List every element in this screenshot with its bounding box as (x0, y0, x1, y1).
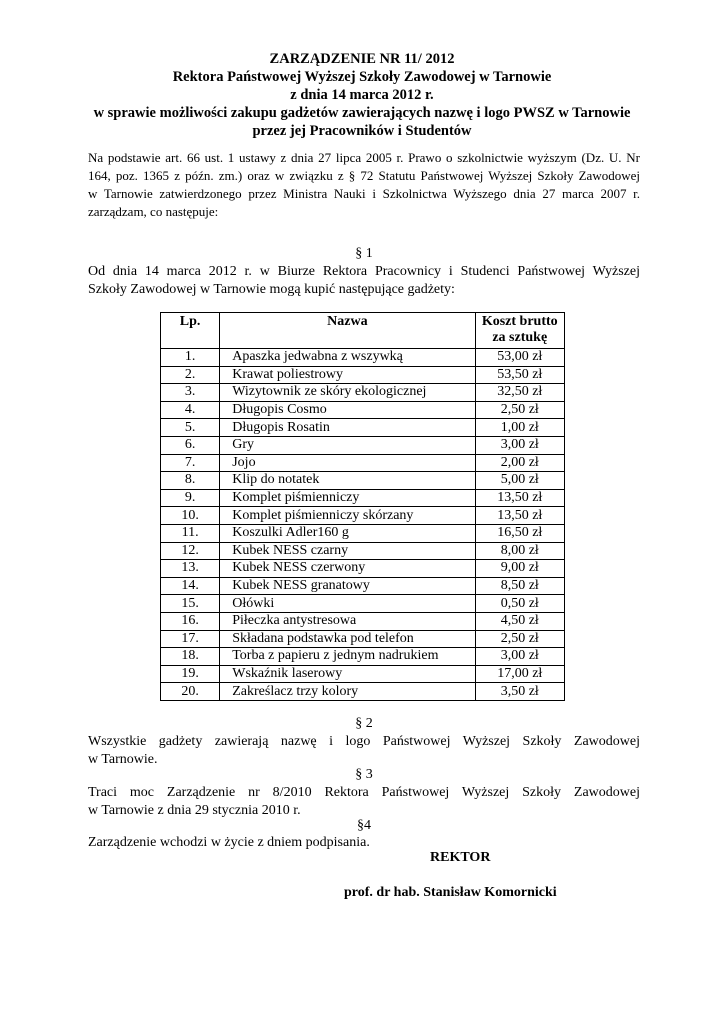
row-price: 3,00 zł (475, 436, 565, 454)
row-name: Torba z papieru z jednym nadrukiem (220, 648, 475, 666)
row-price: 3,00 zł (475, 648, 565, 666)
row-name: Apaszka jedwabna z wszywką (220, 349, 475, 367)
decree-subject-continued: przez jej Pracowników i Studentów (252, 123, 472, 139)
table-row (161, 436, 565, 454)
row-price: 17,00 zł (475, 665, 565, 683)
row-lp: 2. (161, 366, 220, 384)
row-lp: 8. (161, 472, 220, 490)
section-2-line: Wszystkie gadżety zawierają nazwę i logo Państwowej Wyższej Szkoły Zawodowej (88, 734, 640, 749)
table-row (161, 665, 565, 683)
row-name: Krawat poliestrowy (220, 366, 475, 384)
row-price: 9,00 zł (475, 560, 565, 578)
table-row (161, 507, 565, 525)
row-lp: 10. (161, 507, 220, 525)
row-name: Długopis Cosmo (220, 401, 475, 419)
table-row (161, 384, 565, 402)
row-name: Klip do notatek (220, 472, 475, 490)
section-4-text (88, 834, 640, 852)
gadgets-table (160, 312, 565, 701)
row-price: 8,50 zł (475, 577, 565, 595)
table-row (161, 349, 565, 367)
issuer: Rektora Państwowej Wyższej Szkoły Zawodowej w Tarnowie (172, 69, 552, 85)
header-price (475, 313, 565, 349)
row-name: Składana podstawka pod telefon (220, 630, 475, 648)
row-lp: 20. (161, 683, 220, 701)
row-name: Wizytownik ze skóry ekologicznej (220, 384, 475, 402)
row-lp: 5. (161, 419, 220, 437)
row-name: Gry (220, 436, 475, 454)
section-3-title: § 3 (355, 767, 373, 782)
row-lp: 4. (161, 401, 220, 419)
row-price: 2,50 zł (475, 401, 565, 419)
table-row (161, 542, 565, 560)
row-price: 53,50 zł (475, 366, 565, 384)
section-2-title: § 2 (355, 716, 373, 731)
section-2-text (88, 733, 640, 769)
row-lp: 11. (161, 524, 220, 542)
section-3-text (88, 784, 640, 820)
signature-name: prof. dr hab. Stanisław Komornicki (344, 885, 557, 900)
row-price: 0,50 zł (475, 595, 565, 613)
row-lp: 18. (161, 648, 220, 666)
legal-basis-line: 164, poz. 1365 z późn. zm.) oraz w związku z § 72 Statutu Państwowej Wyższej Szkoły Zawodowej (88, 168, 640, 183)
document-header (80, 50, 644, 140)
row-price: 4,50 zł (475, 612, 565, 630)
table-row (161, 489, 565, 507)
row-name: Kubek NESS czerwony (220, 560, 475, 578)
row-name: Komplet piśmienniczy (220, 489, 475, 507)
row-name: Piłeczka antystresowa (220, 612, 475, 630)
section-1-text (88, 263, 640, 299)
table-row (161, 630, 565, 648)
row-price: 13,50 zł (475, 489, 565, 507)
section-1-title: § 1 (355, 246, 373, 261)
row-lp: 19. (161, 665, 220, 683)
row-price: 2,50 zł (475, 630, 565, 648)
table-row (161, 366, 565, 384)
legal-basis-line: Na podstawie art. 66 ust. 1 ustawy z dnia 27 lipca 2005 r. Prawo o szkolnictwie wyższym (Dz. U. Nr (88, 150, 640, 165)
section-4-title: §4 (357, 818, 371, 833)
row-lp: 15. (161, 595, 220, 613)
row-name: Kubek NESS granatowy (220, 577, 475, 595)
header-lp: Lp. (161, 313, 220, 349)
table-header-row (161, 313, 565, 349)
row-name: Koszulki Adler160 g (220, 524, 475, 542)
header-price-line1: Koszt brutto (481, 314, 558, 329)
table-row (161, 560, 565, 578)
row-lp: 7. (161, 454, 220, 472)
table-row (161, 401, 565, 419)
row-price: 3,50 zł (475, 683, 565, 701)
row-name: Kubek NESS czarny (220, 542, 475, 560)
row-price: 1,00 zł (475, 419, 565, 437)
row-lp: 1. (161, 349, 220, 367)
legal-basis (88, 149, 640, 221)
legal-basis-line: zarządzam, co następuje: (88, 204, 219, 219)
row-name: Zakreślacz trzy kolory (220, 683, 475, 701)
row-price: 16,50 zł (475, 524, 565, 542)
row-price: 53,00 zł (475, 349, 565, 367)
section-3-line: Traci moc Zarządzenie nr 8/2010 Rektora Państwowej Wyższej Szkoły Zawodowej (88, 785, 640, 800)
table-row (161, 472, 565, 490)
row-name: Jojo (220, 454, 475, 472)
row-price: 32,50 zł (475, 384, 565, 402)
row-lp: 6. (161, 436, 220, 454)
section-1-line: Od dnia 14 marca 2012 r. w Biurze Rektora Pracownicy i Studenci Państwowej Wyższej (88, 264, 640, 279)
decree-subject: w sprawie możliwości zakupu gadżetów zawierających nazwę i logo PWSZ w Tarnowie (93, 105, 631, 121)
header-price-line2: za sztukę (492, 330, 548, 345)
table-row (161, 454, 565, 472)
section-3-line: w Tarnowie z dnia 29 stycznia 2010 r. (88, 803, 301, 818)
table-row (161, 648, 565, 666)
row-lp: 3. (161, 384, 220, 402)
header-name: Nazwa (220, 313, 475, 349)
row-name: Długopis Rosatin (220, 419, 475, 437)
row-lp: 17. (161, 630, 220, 648)
section-2-line: w Tarnowie. (88, 752, 158, 767)
row-name: Komplet piśmienniczy skórzany (220, 507, 475, 525)
table-row (161, 595, 565, 613)
table-row (161, 612, 565, 630)
row-name: Wskaźnik laserowy (220, 665, 475, 683)
row-price: 2,00 zł (475, 454, 565, 472)
decree-date: z dnia 14 marca 2012 r. (290, 87, 434, 103)
signature-role: REKTOR (430, 850, 491, 865)
section-4-line: Zarządzenie wchodzi w życie z dniem podpisania. (88, 835, 370, 850)
decree-number: ZARZĄDZENIE NR 11/ 2012 (269, 51, 455, 67)
row-price: 13,50 zł (475, 507, 565, 525)
row-lp: 9. (161, 489, 220, 507)
table-row (161, 577, 565, 595)
legal-basis-line: w Tarnowie zatwierdzonego przez Ministra Nauki i Szkolnictwa Wyższego dnia 27 marca 2007 r. (88, 186, 640, 201)
table-body (161, 349, 565, 701)
table-row (161, 524, 565, 542)
row-lp: 14. (161, 577, 220, 595)
section-1-line: Szkoły Zawodowej w Tarnowie mogą kupić następujące gadżety: (88, 282, 455, 297)
row-lp: 12. (161, 542, 220, 560)
table-row (161, 419, 565, 437)
row-price: 8,00 zł (475, 542, 565, 560)
row-lp: 16. (161, 612, 220, 630)
row-lp: 13. (161, 560, 220, 578)
row-price: 5,00 zł (475, 472, 565, 490)
table-row (161, 683, 565, 701)
row-name: Ołówki (220, 595, 475, 613)
